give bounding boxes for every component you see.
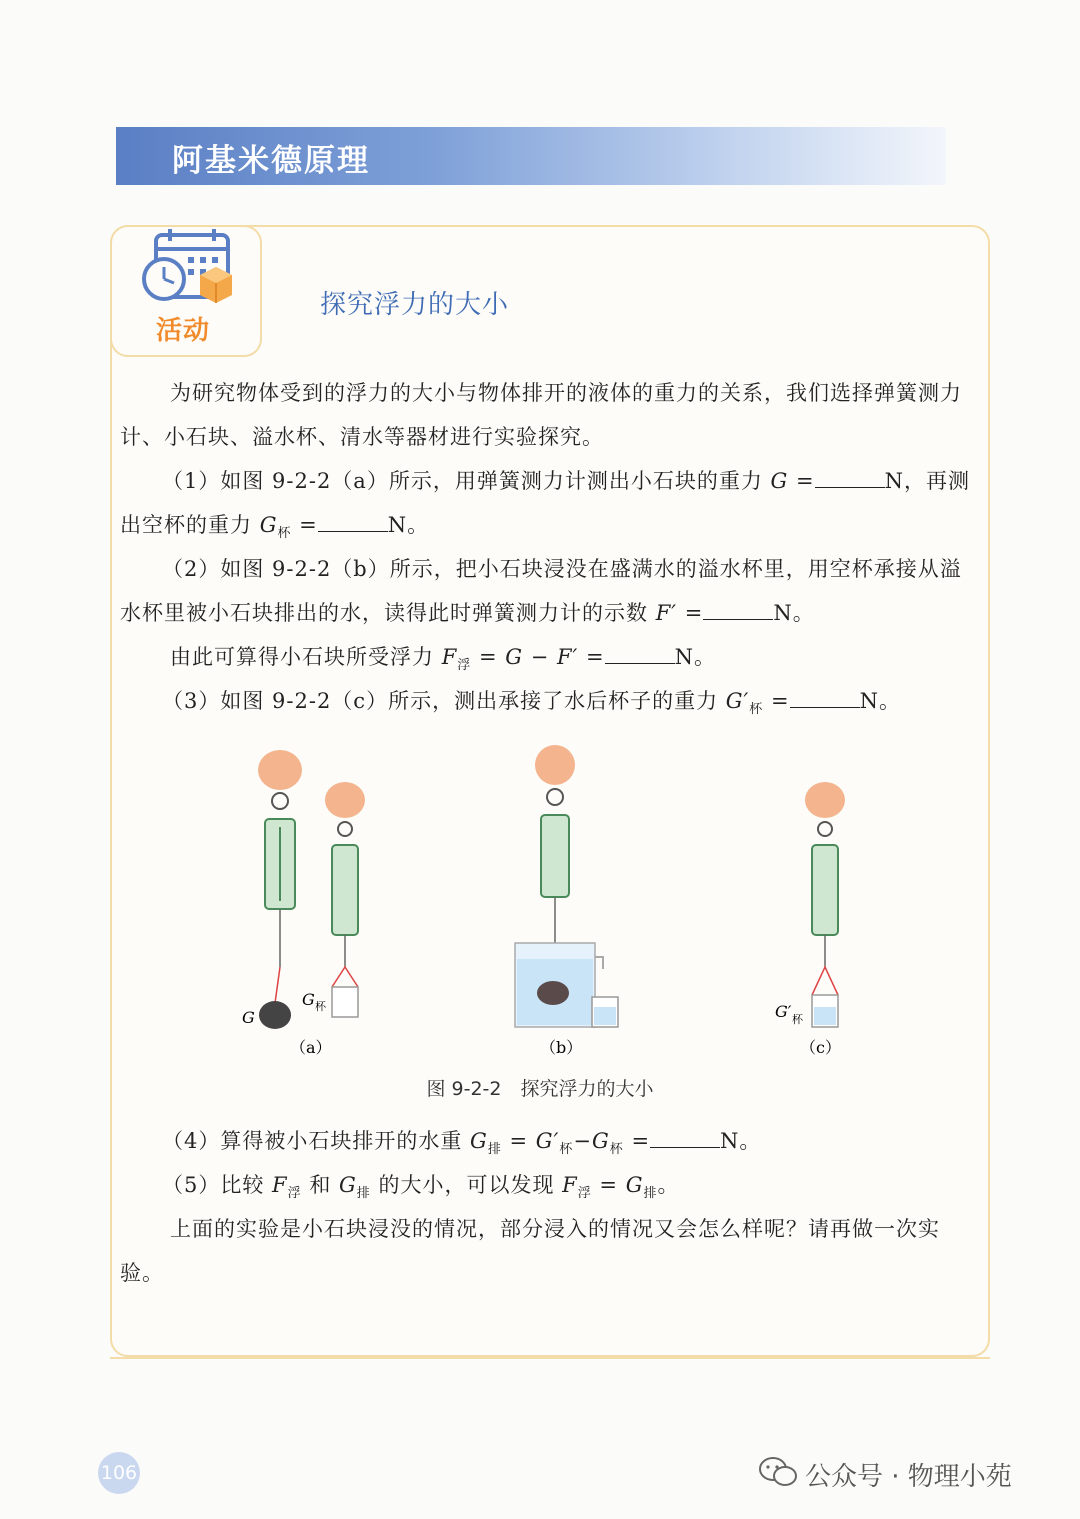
spring-scale-a (258, 750, 302, 1029)
step-1: （1）如图 9-2-2（a）所示，用弹簧测力计测出小石块的重力 G = N，再测出空杯的重力 $G_杯 = N$。 (120, 459, 972, 556)
step-3: （3）如图 9-2-2（c）所示，测出承接了水后杯子的重力 $G'_杯 = N$。 (120, 679, 972, 732)
wechat-icon (758, 1455, 798, 1489)
experiment-figure (220, 745, 880, 1075)
label-G-cup: G (302, 990, 315, 1009)
spring-scale-c (805, 782, 845, 1027)
activity-title: 探究浮力的大小 (320, 290, 510, 320)
intro-paragraph: 为研究物体受到的浮力的大小与物体排开的液体的重力的关系，我们选择弹簧测力计、小石块、溢水杯、清水等器材进行实验探究。 (120, 381, 962, 449)
label-G-cup-sub: 杯 (315, 1000, 326, 1013)
step-2: （2）如图 9-2-2（b）所示，把小石块浸没在盛满水的溢水杯里，用空杯承接从溢水杯里被小石块排出的水，读得此时弹簧测力计的示数 F′ = N。 (120, 557, 962, 625)
footer-divider (110, 1357, 990, 1359)
step-5: （5）比较 $F_浮$ 和 $G_排$ 的大小，可以发现 $F_浮 = G_排$。 (162, 1173, 680, 1202)
label-c: （c） (800, 1038, 841, 1057)
section-banner (116, 127, 946, 185)
outro-paragraph: 上面的实验是小石块浸没的情况，部分浸入的情况又会怎么样呢？请再做一次实验。 (120, 1217, 940, 1285)
label-a: （a） (290, 1038, 332, 1057)
label-b: （b） (540, 1038, 583, 1057)
page-number: 106 (98, 1452, 140, 1494)
watermark-text: 公众号 · 物理小苑 (805, 1462, 1012, 1492)
spring-scale-b (515, 745, 618, 1027)
spring-scale-a-cup (325, 782, 365, 1017)
figure-caption: 图 9-2-2 探究浮力的大小 (426, 1078, 654, 1100)
label-G-prime-sub: 杯 (792, 1013, 803, 1026)
label-G-prime: G′ (775, 1002, 792, 1021)
section-title: 阿基米德原理 (172, 143, 370, 179)
step-2-buoyancy: 由此可算得小石块所受浮力 $F_浮 = G - F' = N$。 (120, 635, 972, 688)
activity-tab-label: 活动 (156, 316, 211, 346)
calendar-clock-icon (138, 227, 238, 312)
step-4: （4）算得被小石块排开的水重 $G_排 = G'_杯-G_杯 = N$。 (120, 1119, 972, 1172)
label-G: G (242, 1008, 255, 1027)
